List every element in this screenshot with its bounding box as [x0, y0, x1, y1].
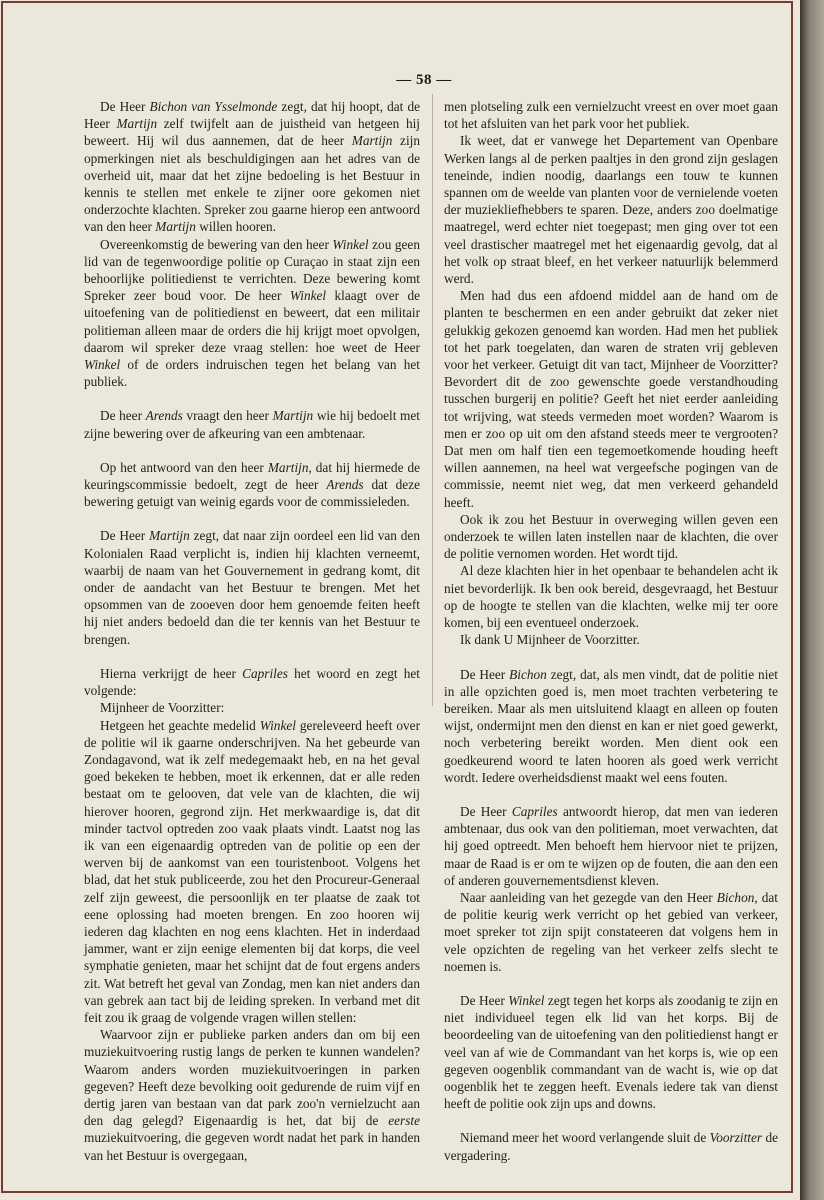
paragraph-text: vraagt den heer [182, 408, 273, 424]
paragraph-text: wie hij bedoelt met zijne bewering over de afkeuring van een ambtenaar. [84, 408, 420, 441]
paragraph [444, 511, 778, 563]
speaker-name: Martijn [272, 408, 314, 424]
paragraph [84, 98, 420, 236]
paragraph [84, 407, 420, 441]
paragraph [444, 666, 778, 786]
book-edge [800, 0, 824, 1200]
speaker-name: Capriles [242, 665, 288, 681]
paragraph-text: Waarvoor zijn er publieke parken anders dan om bij een muziekuitvoering rustig langs de perken te kunnen wandelen? Waarom anders worden muziekuitvoeringen in parken gegeven? Heeft deze bevolking ooit gedurende de ruim vijf en dertig jaren van bestaan van dat park zoo'n vernielzucht aan den dag gelegd? Eigenaardig is het, dat bij de [84, 1027, 420, 1129]
speaker-name: Martijn [351, 133, 393, 149]
column-divider [432, 94, 433, 706]
paragraph-text: Niemand meer het woord verlangende sluit de [460, 1130, 710, 1146]
paragraph [84, 717, 420, 1027]
paragraph-text: De Heer [460, 992, 509, 1008]
paragraph-text: muziekuitvoering, die gegeven wordt nadat het park in handen van het Bestuur is overgegaan, [84, 1130, 420, 1163]
paragraph-text: De Heer [100, 99, 150, 114]
paragraph-text: zou geen lid van de tegenwoordige politie op Curaçao in staat zijn een behoorlijke politiedienst te verrichten. Deze bewering komt Spreker zeer boud voor. De heer [84, 236, 420, 304]
paragraph-text: Ik weet, dat er vanwege het Departement van Openbare Werken langs al de perken paaltjes in den grond zijn geslagen teneinde, indien noodig, daarlangs een touw te kunnen spannen om de weelde van planten voor de vernielende voeten der muziekliefhebbers te sparen. Deze, anders zoo doelmatige maatregel, werd echter niet toegepast; men ging over tot een veel drastischer maatregel met het eigenaardig gevolg, dat al het volk op straat bleef, en het verkeer natuurlijk belemmerd werd. [444, 133, 778, 287]
paragraph [444, 132, 778, 287]
paragraph-text: , dat de politie keurig werk verricht op het gebied van verkeer, moet spreker tot zijn spijt constateeren dat volgens hem in vele opzichten de regeling van het verkeer zelfs slecht te noemen is. [444, 889, 778, 974]
paragraph [444, 562, 778, 631]
speaker-name: Bichon van Ysselmonde [149, 99, 278, 114]
paragraph-text: Hetgeen het geachte medelid [100, 717, 260, 733]
paragraph-text: antwoordt hierop, dat men van iederen ambtenaar, dus ook van den politieman, moet verwachten, dat hij goed optreedt. Men behoeft hem hiervoor niet te prijzen, maar de Raad is er om te wijzen op de fouten, die aan den een of anderen gouvernementsdienst kleven. [444, 803, 778, 888]
paragraph [84, 1026, 420, 1164]
paragraph-text: Ook ik zou het Bestuur in overweging willen geven een onderzoek te willen laten instellen naar de klachten, die over de politie vernomen worden. Het wordt tijd. [444, 511, 778, 562]
paragraph-text: gereleveerd heeft over de politie wil ik gaarne onderschrijven. Na het gebeurde van Zondagavond, wat ik zelf medegemaakt heb, en na het geval goed bekeken te hebben, moet ik erkennen, dat er alle reden bestaat om te gelooven, dat vele van de klachten, die wij hierover hooren, gegrond zijn. Het merkwaardige is, dat dit minder tactvol optreden zoo vaak plaats vindt. Laatst nog las ik van een eigenaardig optreden van de politie op een der werven bij de aankomst van een touristenboot. Volgens het blad, dat het stuk publiceerde, zou het den Procureur-Generaal zelf zijn geweest, die persoonlijk en ter plaatse de zaak tot eene oplossing had moeten brengen. En zoo hooren wij iederen dag klachten en nog eens klachten. Het in inderdaad jammer, want er zijn eenige elementen bij dat korps, die veel symphatie genieten, maar het schijnt dat de fout ergens anders zit. Wat betreft het geval van Zondag, men kan niet anders dan van gebrek aan tact bij de leiding spreken. In verband met dit feit zou ik graag de volgende vragen willen stellen: [84, 717, 420, 1025]
speaker-name: Martijn [149, 528, 190, 544]
paragraph-text: De Heer [460, 803, 512, 819]
paragraph-text: De Heer [100, 528, 150, 544]
paragraph-text: Op het antwoord van den heer [100, 459, 268, 475]
speaker-name: Voorzitter [709, 1130, 763, 1146]
speaker-name: Bichon [716, 889, 755, 905]
speaker-name: Capriles [511, 803, 558, 819]
page-number: — 58 — [396, 72, 452, 88]
speaker-name: Arends [326, 477, 364, 493]
paragraph-text: of de orders indruischen tegen het belang van het publiek. [84, 357, 420, 390]
paragraph [84, 527, 420, 647]
paragraph [84, 665, 420, 699]
speaker-name: Winkel [332, 236, 369, 252]
paragraph [444, 889, 778, 975]
paragraph [444, 631, 778, 648]
paragraph-text: zijn opmerkingen niet als beschuldigingen aan het adres van de overheid uit, maar dat het zijne bedoeling is het Bestuur in kennis te stellen met enkele te zijner oore gekomen niet onderzochte klachten. Spreker zou gaarne hierop een antwoord van den heer [84, 133, 420, 235]
speaker-name: Winkel [289, 288, 327, 304]
paragraph-text: Al deze klachten hier in het openbaar te behandelen acht ik niet bevorderlijk. Ik ben ook bereid, desgevraagd, het Bestuur op de hoogte te stellen van die klachten, welke mij ter oore komen, bij een eventueel onderzoek. [444, 563, 778, 631]
paragraph [444, 992, 778, 1112]
paragraph [444, 803, 778, 889]
paragraph-text: zegt, dat hij hoopt, dat de Heer [84, 99, 420, 132]
paragraph [444, 1129, 778, 1163]
paragraph-text: De Heer [460, 666, 510, 682]
paragraph-text: de vergadering. [444, 1130, 779, 1163]
paragraph-text: De heer [100, 408, 146, 424]
paragraph-text: Ik dank U Mijnheer de Voorzitter. [460, 632, 640, 648]
paragraph-text: klaagt over de uitoefening van de politiedienst en beweert, dat een militair politieman alleen maar de orders die hij krijgt moet opvolgen, daarom wil spreker deze vraag stellen: hoe weet de Heer [84, 288, 420, 355]
speaker-name: Winkel [84, 357, 121, 373]
paragraph-text: dat deze bewering getuigt van weinig egards voor de commissieleden. [84, 477, 421, 510]
speaker-name: Martijn [116, 116, 158, 132]
left-column [84, 98, 420, 1164]
speaker-name: Martijn [155, 219, 196, 235]
paragraph-text: zegt, dat, als men vindt, dat de politie niet in alle opzichten goed is, men moet trachten verbetering te bereiken. Maar als men uitsluitend klaagt en alleen op fouten wijst, ondermijnt men den dienst en kan er niet goed gewerkt, noch verbetering bereikt worden. Men dient ook een goedkeurend woord te laten hooren als goed werk verricht wordt. Iedere overheidsdienst maakt wel eens fouten. [444, 666, 778, 785]
paragraph-text: Overeenkomstig de bewering van den heer [100, 236, 333, 252]
paragraph-text: Mijnheer de Voorzitter: [100, 700, 225, 716]
paragraph [84, 699, 420, 716]
speaker-name: eerste [388, 1113, 420, 1129]
paragraph-text: Men had dus een afdoend middel aan de hand om de planten te beschermen en een ander gebruikt dat zeker niet gelukkig gekozen genoemd kan worden. Had men het publiek tot het park toegelaten, dan waren de straten vrij gebleven voor het verkeer. Getuigt dit van tact, Mijnheer de Voorzitter? Bevordert dit de zoo gewenschte goede verstandhouding tusschen burgerij en politie? Geeft het niet eerder aanleiding tot wrijving, wat steeds vermeden moet worden? Waarom is men er zoo op uit om den afstand steeds meer te vergrooten? Dat men om half tien een tegemoetkomende houding heeft willen aannemen, na heel wat vergeefsche pogingen van de commissie, neemt niet weg, dat men verkeerd gehandeld heeft. [444, 288, 778, 510]
paragraph-text: zelf twijfelt aan de juistheid van hetgeen hij beweert. Hij wil dus aannemen, dat de heer [84, 116, 420, 149]
speaker-name: Arends [145, 408, 183, 424]
speaker-name: Winkel [259, 717, 296, 733]
right-column [444, 98, 778, 1164]
paragraph-text: zegt, dat naar zijn oordeel een lid van den Kolonialen Raad verplicht is, indien hij klachten verneemt, waarbij de naam van het Gouvernement in gedrang komt, dit onder de aandacht van het Bestuur te brengen. Met het opsommen van de zooeven door hem genoemde feiten heeft hij niet anders bedoeld dan die ter kennis van het Bestuur te brengen. [84, 528, 420, 647]
speaker-name: Martijn [267, 459, 309, 475]
paragraph-text: men plotseling zulk een vernielzucht vreest en over moet gaan tot het afsluiten van het park voor het publiek. [444, 99, 778, 132]
paragraph-text: het woord en zegt het volgende: [84, 665, 420, 699]
paragraph [444, 287, 778, 511]
paragraph [444, 98, 778, 132]
paragraph-text: willen hooren. [195, 219, 277, 235]
speaker-name: Winkel [508, 992, 545, 1008]
paragraph-text: , dat hij hiermede de keuringscommissie bedoelt, zegt de heer [84, 459, 420, 493]
paragraph-text: Naar aanleiding van het gezegde van den Heer [460, 889, 717, 905]
speaker-name: Bichon [509, 666, 547, 682]
paragraph-text: Hierna verkrijgt de heer [100, 665, 243, 681]
paragraph [84, 459, 420, 511]
paragraph-text: zegt tegen het korps als zoodanig te zijn en niet individueel tegen elk lid van het korps. Bij de beoordeeling van de uitoefening van den politiedienst hangt er veel van af wie de Commandant van het korps is, wie op een gegeven oogenblik commandant van de wacht is, wie op dat oogenblik het te zeggen heeft. Evenals iedere tak van dienst heeft de politie ook zijn ups and downs. [444, 992, 778, 1112]
paragraph [84, 236, 420, 391]
